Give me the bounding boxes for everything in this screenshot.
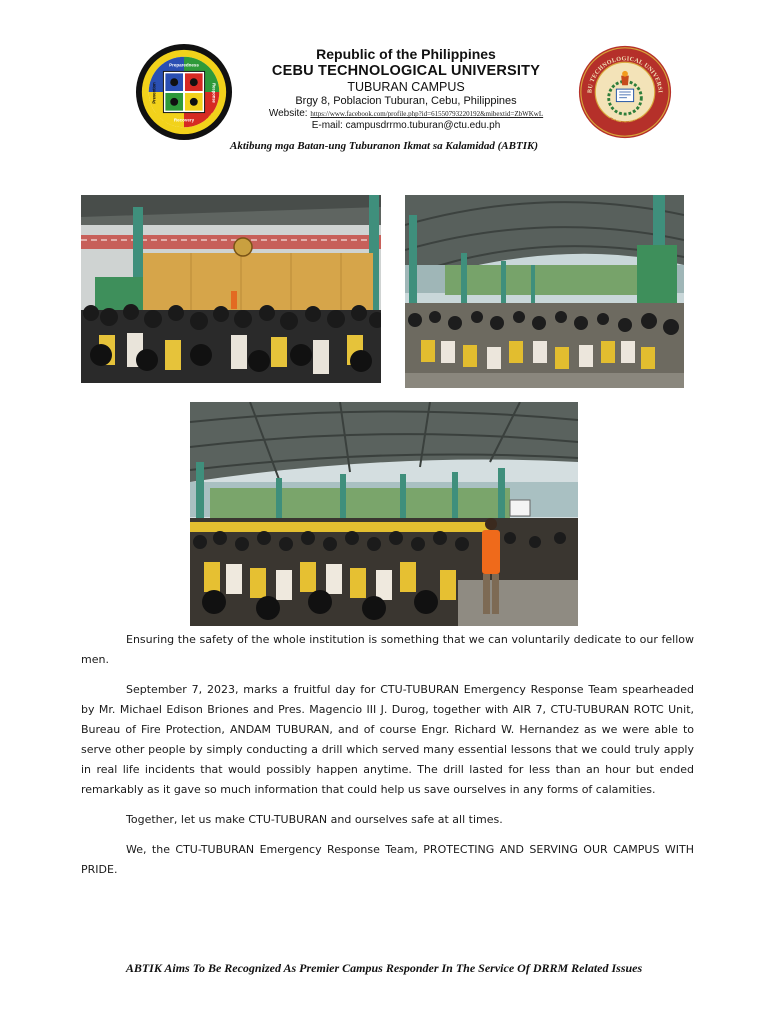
campus-address: Brgy 8, Poblacion Tuburan, Cebu, Philippines xyxy=(295,95,517,108)
quadrant-response: Response xyxy=(211,83,217,103)
event-photo-2 xyxy=(405,195,684,388)
abtik-ring-bottom-text: CTU-TUBURAN RESPONDER xyxy=(151,111,217,134)
paragraph-4: We, the CTU-TUBURAN Emergency Response Team, PROTECTING AND SERVING OUR CAMPUS WITH PRIDE. xyxy=(81,843,694,876)
article-body xyxy=(81,630,694,890)
seal-ring-text: BU TECHNOLOGICAL UNIVERSI xyxy=(587,56,663,94)
university-name: CEBU TECHNOLOGICAL UNIVERSITY xyxy=(271,62,541,79)
abtik-logo xyxy=(135,43,233,141)
paragraph-1: Ensuring the safety of the whole institution is something that we can voluntarily dedicate to our fellow men. xyxy=(81,633,694,666)
footer-motto: ABTIK Aims To Be Recognized As Premier Campus Responder In The Service Of DRRM Related Issues xyxy=(125,961,643,975)
event-photo-1 xyxy=(81,195,381,383)
quadrant-prevention: Prevention xyxy=(151,82,157,104)
seal-bottom-text: Cebu, Philippines xyxy=(608,116,642,126)
website-line xyxy=(236,108,576,120)
campus-name: TUBURAN CAMPUS xyxy=(347,80,465,95)
letterhead xyxy=(236,46,576,132)
paragraph-2: September 7, 2023, marks a fruitful day for CTU-TUBURAN Emergency Response Team spearheaded by Mr. Michael Edison Briones and Pres. Magencio III J. Durog, together with AIR 7, CTU-TUBURAN ROTC Unit, Bureau of Fire Protection, ANDAM TUBURAN, and of course Engr. Richard W. Hernandez as we were able to serve other people by simply conducting a drill which served many essential lessons that we could truly apply in real life incidents that would possibly happen anytime. The drill lasted for less than an hour but ended remarkably as it gave so much information that could help us save ourselves in any forms of calamities. xyxy=(81,683,694,796)
quadrant-preparedness: Preparedness xyxy=(169,62,199,68)
website-link[interactable]: https://www.facebook.com/profile.php?id=61550793220192&mibextid=ZbWKwL xyxy=(310,110,544,119)
abtik-ring-top-text: GA BATAN-UNG TUBURANON IKMAT SA xyxy=(144,52,224,92)
ctu-seal-logo xyxy=(577,43,673,141)
republic-line: Republic of the Philippines xyxy=(316,46,496,62)
abtik-tagline: Aktibung mga Batan-ung Tuburanon Ikmat sa Kalamidad (ABTIK) xyxy=(230,140,538,152)
website-label: Website: xyxy=(268,108,308,120)
paragraph-3: Together, let us make CTU-TUBURAN and ourselves safe at all times. xyxy=(126,813,503,826)
email-line: E-mail: campusdrrmo.tuburan@ctu.edu.ph xyxy=(311,120,501,132)
event-photo-3 xyxy=(190,402,578,626)
quadrant-recovery: Recovery xyxy=(173,117,195,123)
